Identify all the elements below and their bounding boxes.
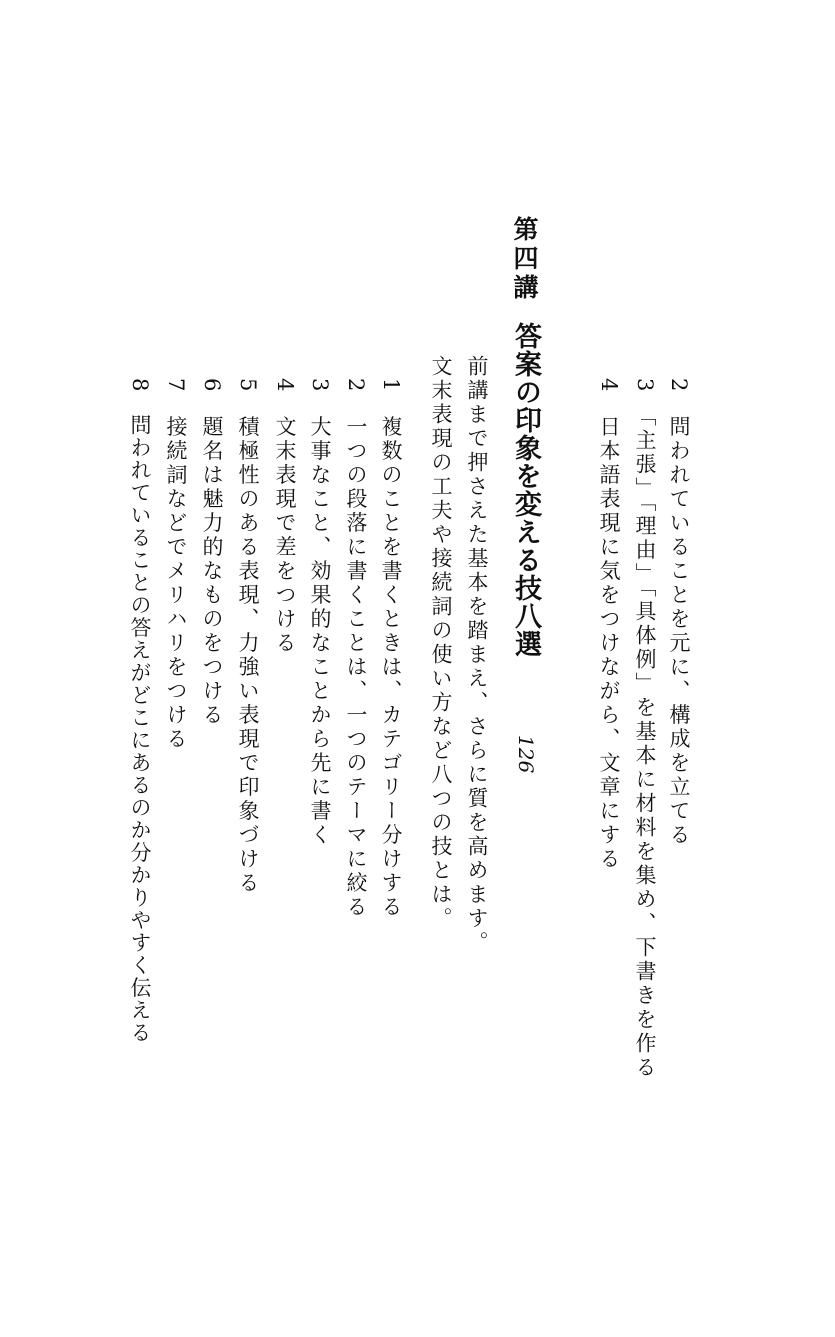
list-item (309, 378, 330, 847)
item-number: 3 (308, 378, 332, 392)
prev-item-text: 問われていることを元に、構成を立てる (667, 415, 691, 848)
chapter-title: 答案の印象を変える技八選 (510, 322, 541, 658)
chapter-summary-line-1: 前講まで押さえた基本を踏まえ、さらに質を高めます。 (465, 355, 489, 955)
prev-item-number: 3 (633, 378, 657, 392)
list-item (345, 378, 366, 919)
item-text: 文末表現で差をつける (273, 415, 297, 656)
chapter-label: 第四講 (510, 216, 539, 303)
item-number: 6 (200, 378, 224, 392)
item-number: 1 (379, 378, 403, 392)
prev-item-text: 日本語表現に気をつけながら、文章にする (597, 415, 621, 872)
item-text: 積極性のある表現、力強い表現で印象づける (236, 415, 260, 896)
list-item (165, 378, 186, 751)
item-text: 題名は魅力的なものをつける (200, 415, 224, 728)
item-text: 問われていることの答えがどこにあるのか分かりやすく伝える (128, 413, 152, 1044)
item-number: 2 (344, 378, 368, 392)
prev-item-number: 4 (597, 378, 621, 392)
item-number: 4 (273, 378, 297, 392)
item-text: 複数のことを書くときは、カテゴリー分けする (379, 415, 403, 920)
item-text: 接続詞などでメリハリをつける (164, 415, 188, 752)
list-item (274, 378, 295, 655)
prev-item-text: 「主張」「理由」「具体例」を基本に材料を集め、下書きを作る (633, 404, 657, 1080)
item-number: 7 (164, 378, 188, 392)
list-item (129, 378, 150, 1044)
item-number: 8 (128, 378, 152, 392)
list-item (380, 378, 401, 919)
chapter-page-number: 126 (514, 735, 538, 774)
item-text: 一つの段落に書くことは、一つのテーマに絞る (344, 415, 368, 920)
prev-item-2 (668, 378, 689, 847)
prev-item-4 (598, 378, 619, 871)
item-number: 5 (236, 378, 260, 392)
prev-item-number: 2 (667, 378, 691, 392)
list-item (237, 378, 258, 895)
prev-item-3 (634, 378, 655, 1080)
item-text: 大事なこと、効果的なことから先に書く (308, 415, 332, 848)
list-item (201, 378, 222, 727)
chapter-summary-line-2: 文末表現の工夫や接続詞の使い方など八つの技とは。 (429, 355, 453, 931)
